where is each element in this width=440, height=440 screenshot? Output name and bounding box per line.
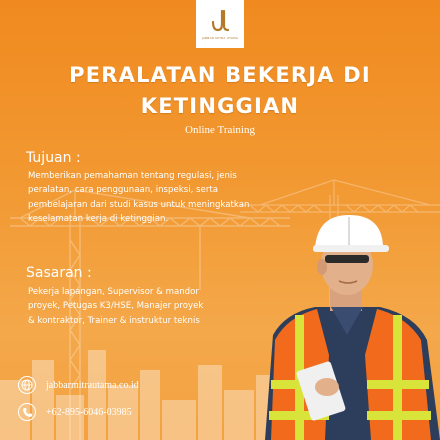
tujuan-body <box>28 169 288 226</box>
tujuan-heading: Tujuan : <box>26 150 81 166</box>
sasaran-heading: Sasaran : <box>26 265 92 281</box>
construction-worker-image <box>255 215 440 440</box>
tujuan-line: peralatan, cara penggunaan, inspeksi, serta <box>28 185 218 196</box>
title-line-1: PERALATAN BEKERJA DI <box>69 63 371 87</box>
globe-icon <box>18 376 36 394</box>
tujuan-line: keselamatan kerja di ketinggian. <box>28 213 169 224</box>
logo-mark-icon <box>209 8 231 34</box>
phone-number[interactable]: +62-895-6046-03985 <box>46 406 132 418</box>
website-link[interactable]: jabbarmitrautama.co.id <box>46 379 139 391</box>
sasaran-line: & kontraktor, Trainer & instruktur teknis <box>28 315 200 326</box>
tujuan-line: pembelajaran dari studi kasus untuk meningkatkan <box>28 199 250 210</box>
company-logo <box>196 0 244 48</box>
subtitle: Online Training <box>185 124 255 136</box>
website-contact[interactable] <box>18 376 139 394</box>
phone-icon <box>18 403 36 421</box>
title-line-2: KETINGGIAN <box>140 94 300 118</box>
sasaran-line: proyek, Petugas K3/HSE, Manajer proyek <box>28 301 204 312</box>
phone-contact[interactable] <box>18 403 132 421</box>
logo-text: JABBAR MITRA UTAMA <box>201 36 239 40</box>
tujuan-line: Memberikan pemahaman tentang regulasi, jenis <box>28 171 237 181</box>
sasaran-body <box>28 285 288 328</box>
page-title <box>0 60 440 122</box>
sasaran-line: Pekerja lapangan, Supervisor & mandor <box>28 287 199 297</box>
